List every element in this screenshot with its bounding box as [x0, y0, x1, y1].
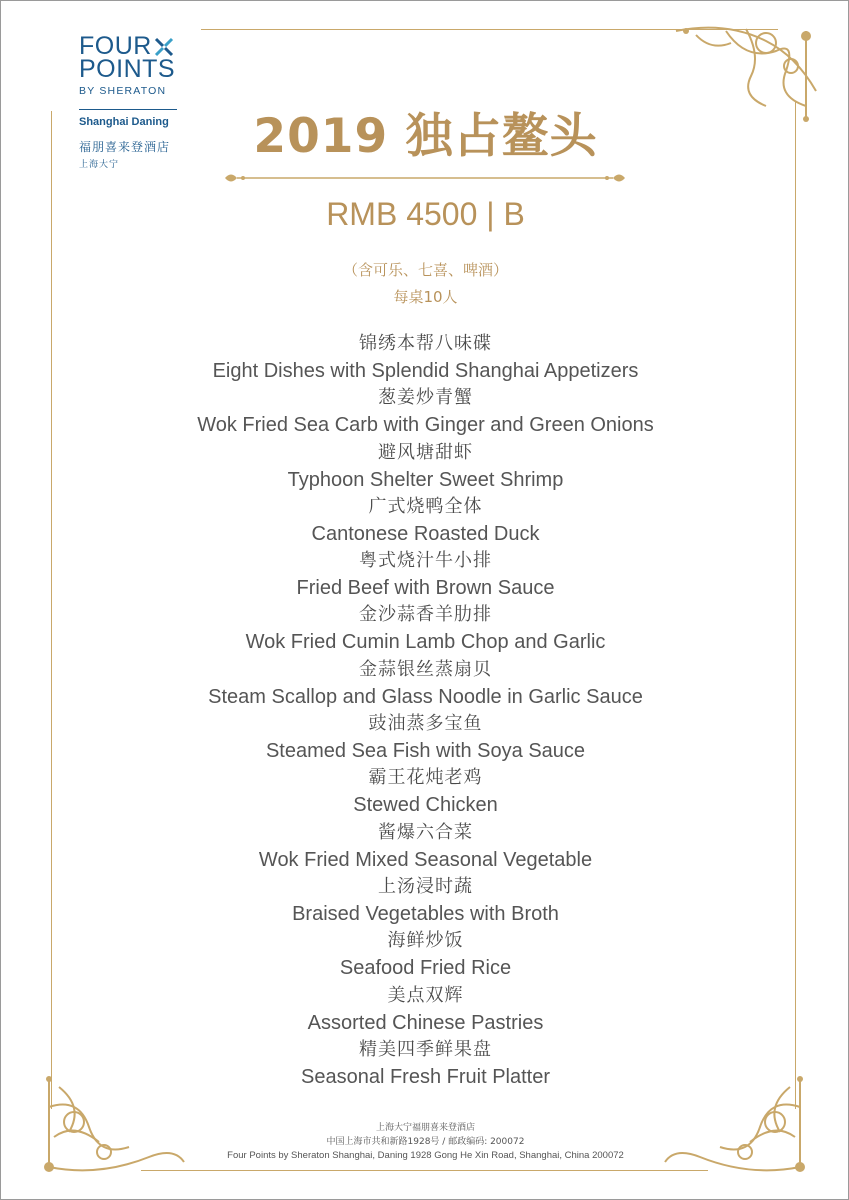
dish-name-zh: 上汤浸时蔬 [378, 875, 473, 897]
dish-name-zh: 避风塘甜虾 [378, 441, 473, 463]
dish-name-zh: 金蒜银丝蒸扇贝 [359, 658, 492, 680]
dish-name-en: Cantonese Roasted Duck [311, 522, 540, 545]
dish-name-en: Wok Fried Cumin Lamb Chop and Garlic [245, 631, 606, 654]
dish-item [1, 657, 849, 711]
logo-text-points: POINTS [79, 55, 176, 83]
dish-name-zh: 锦绣本帮八味碟 [359, 333, 492, 354]
dish-item [1, 928, 849, 982]
dish-name-zh: 精美四季鲜果盘 [359, 1038, 492, 1060]
dish-name-zh: 金沙蒜香羊肋排 [359, 604, 492, 626]
dish-name-zh: 酱爆六合菜 [378, 821, 473, 843]
dish-item [1, 331, 849, 385]
dish-name-zh: 葱姜炒青蟹 [378, 387, 473, 409]
dish-item [1, 602, 849, 656]
dish-name-en: Seasonal Fresh Fruit Platter [301, 1065, 550, 1088]
dish-item [1, 548, 849, 602]
dish-name-zh: 霸王花炖老鸡 [368, 767, 483, 789]
dish-item [1, 1037, 849, 1091]
dish-name-zh: 豉油蒸多宝鱼 [368, 713, 483, 735]
dish-name-zh: 广式烧鸭全体 [368, 495, 483, 517]
dish-name-en: Assorted Chinese Pastries [307, 1011, 544, 1034]
dish-name-en: Braised Vegetables with Broth [292, 902, 559, 925]
dish-name-en: Wok Fried Mixed Seasonal Vegetable [258, 848, 593, 871]
hotel-address-footer [1, 1121, 849, 1163]
logo-text-four: FOUR [79, 32, 152, 60]
dish-list [1, 331, 849, 1091]
logo-hotel-zh: 福朋喜来登酒店 [79, 140, 171, 154]
dish-item [1, 983, 849, 1037]
dish-name-en: Steam Scallop and Glass Noodle in Garlic Sauce [208, 685, 643, 708]
footer-hotel-name-zh: 上海大宁福朋喜来登酒店 [375, 1123, 475, 1133]
menu-title: 2019 独占鳌头 [253, 109, 598, 164]
dish-name-zh: 粤式烧汁牛小排 [359, 550, 492, 572]
four-points-x-icon [154, 37, 174, 57]
dish-name-en: Fried Beef with Brown Sauce [296, 577, 555, 600]
footer-address-zh: 中国上海市共和新路1928号 / 邮政编码: 200072 [326, 1137, 525, 1147]
dish-name-en: Seafood Fried Rice [339, 957, 512, 980]
footer-address-en: Four Points by Sheraton Shanghai, Daning 1928 Gong He Xin Road, Shanghai, China 200072 [227, 1150, 624, 1161]
frame-line-bottom [141, 1170, 708, 1171]
dish-name-en: Stewed Chicken [353, 794, 498, 817]
dish-item [1, 711, 849, 765]
dish-name-en: Typhoon Shelter Sweet Shrimp [287, 468, 564, 491]
dish-name-zh: 海鲜炒饭 [387, 930, 464, 952]
dish-item [1, 385, 849, 439]
dish-item [1, 820, 849, 874]
dish-item [1, 765, 849, 819]
dish-name-en: Eight Dishes with Splendid Shanghai Appetizers [212, 360, 639, 382]
dish-item [1, 494, 849, 548]
dish-name-en: Steamed Sea Fish with Soya Sauce [265, 740, 586, 763]
drinks-included-note: （含可乐、七喜、啤酒） [342, 261, 508, 279]
per-table-note: 每桌10人 [393, 288, 458, 306]
dish-item [1, 440, 849, 494]
title-divider-ornament-icon [223, 169, 627, 187]
menu-price: RMB 4500 | B [326, 196, 525, 232]
dish-item [1, 874, 849, 928]
logo-location-zh: 上海大宁 [79, 160, 120, 170]
dish-name-zh: 美点双辉 [387, 984, 464, 1006]
dish-name-en: Wok Fried Sea Carb with Ginger and Green Onions [197, 414, 654, 437]
logo-location-en: Shanghai Daning [79, 116, 169, 128]
logo-text-by-sheraton: BY SHERATON [79, 85, 167, 97]
